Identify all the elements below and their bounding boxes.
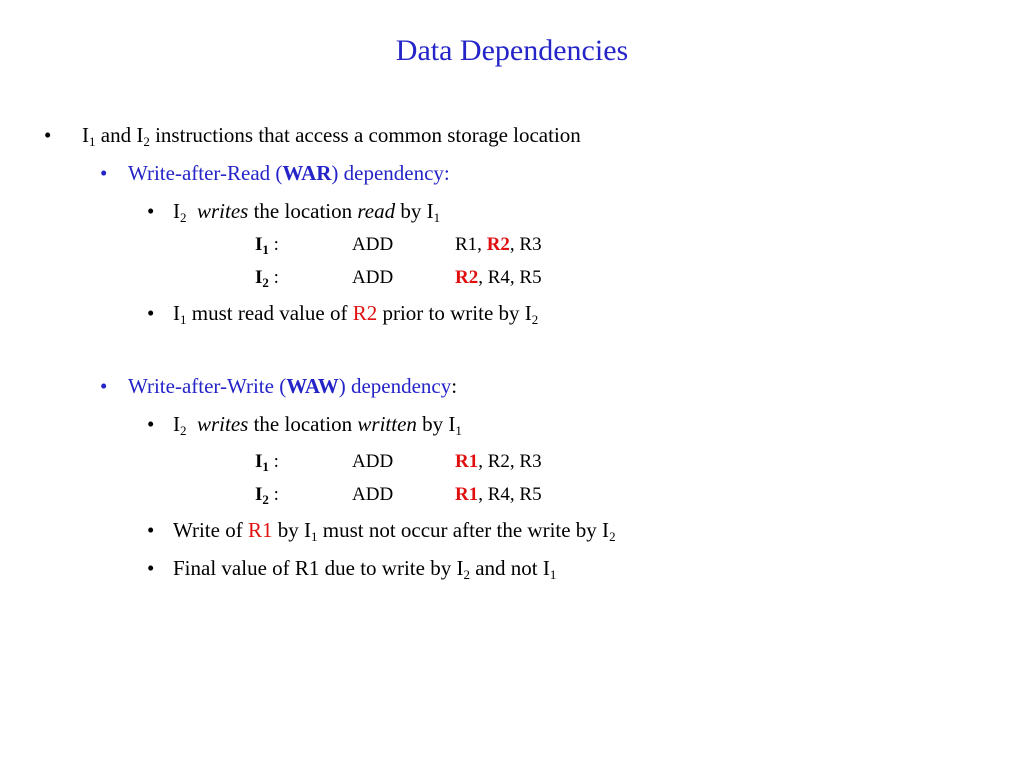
war-instr-2-operands: R2, R4, R5 xyxy=(455,267,542,288)
war-instr-2-op: ADD xyxy=(352,267,394,288)
war-line-1: $I_2$ writes the location read by $I_1$ xyxy=(173,199,441,225)
war-line-2: $I_1$ must read value of R2 prior to write by $I_2$ xyxy=(173,301,539,327)
waw-line-1: $I_2$ writes the location written by $I_1$ xyxy=(173,412,462,438)
bullet-marker: • xyxy=(147,199,155,223)
bullet-marker: • xyxy=(100,161,108,185)
bullet-marker: • xyxy=(100,374,108,398)
waw-instr-2-operands: R1, R4, R5 xyxy=(455,484,542,505)
waw-line-2: Write of R1 by $I_1$ must not occur after the write by $I_2$ xyxy=(173,518,616,544)
bullet-marker: • xyxy=(147,518,155,542)
war-instr-1-label: $I_1$ : xyxy=(255,234,279,257)
waw-instr-1-operands: R1, R2, R3 xyxy=(455,451,542,472)
bullet-marker: • xyxy=(44,123,52,147)
waw-instr-1-label: $I_1$ : xyxy=(255,451,279,474)
waw-instr-1-op: ADD xyxy=(352,451,394,472)
waw-instr-2-op: ADD xyxy=(352,484,394,505)
war-instr-1-operands: R1, R2, R3 xyxy=(455,234,542,255)
waw-line-3: Final value of R1 due to write by $I_2$ and not $I_1$ xyxy=(173,556,557,582)
war-instr-1-op: ADD xyxy=(352,234,394,255)
bullet-marker: • xyxy=(147,301,155,325)
war-heading: Write-after-Read (WAR) dependency: xyxy=(128,161,450,185)
waw-instr-2-label: $I_2$ : xyxy=(255,484,279,507)
page-title: Data Dependencies xyxy=(395,34,629,67)
bullet-main: $I_1$ and $I_2$ instructions that access a common storage location xyxy=(82,123,581,149)
bullet-marker: • xyxy=(147,556,155,580)
war-instr-2-label: $I_2$ : xyxy=(255,267,279,290)
waw-heading: Write-after-Write (WAW) dependency: xyxy=(128,374,458,398)
bullet-marker: • xyxy=(147,412,155,436)
